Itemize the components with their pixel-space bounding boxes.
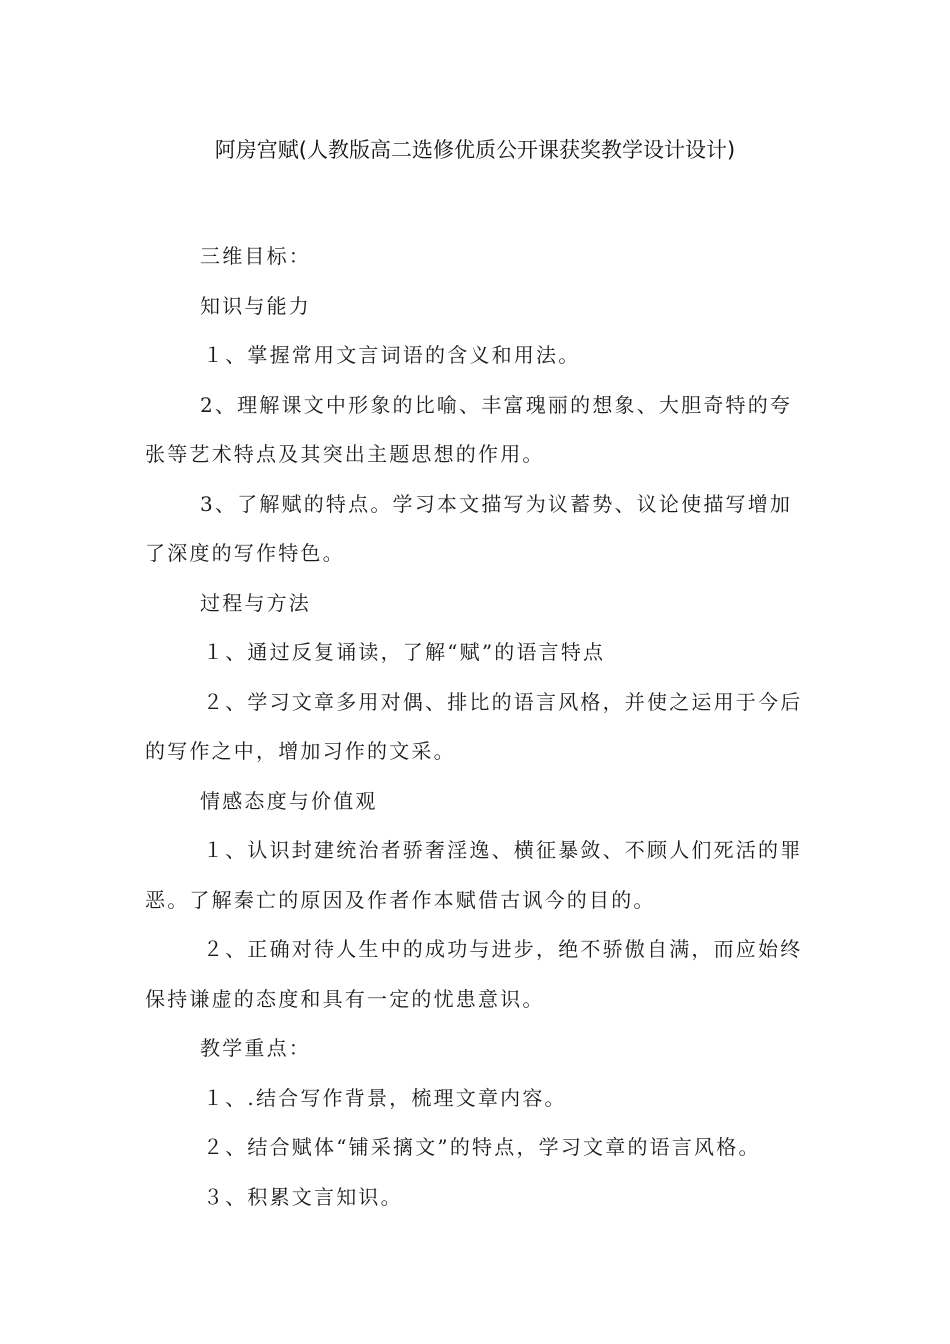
paragraph: ３、积累文言知识。 (203, 1184, 403, 1209)
paragraph: １、通过反复诵读，了解“赋”的语言特点 (203, 640, 606, 664)
section-heading-values: 情感态度与价值观 (200, 788, 378, 813)
paragraph: ２、正确对待人生中的成功与进步，绝不骄傲自满，而应始终保持谦虚的态度和具有一定的忧患意识。 (145, 937, 803, 1011)
paragraph: 3、了解赋的特点。学习本文描写为议蓄势、议论使描写增加了深度的写作特色。 (145, 491, 793, 565)
paragraph: 2、理解课文中形象的比喻、丰富瑰丽的想象、大胆奇特的夸张等艺术特点及其突出主题思想的作用。 (145, 392, 793, 466)
section-heading-process: 过程与方法 (200, 590, 311, 615)
paragraph: １、掌握常用文言词语的含义和用法。 (203, 343, 581, 367)
paragraph: ２、结合赋体“铺采摛文”的特点，学习文章的语言风格。 (203, 1135, 761, 1159)
paragraph: ２、学习文章多用对偶、排比的语言风格，并使之运用于今后的写作之中，增加习作的文采。 (145, 689, 803, 763)
section-heading-objectives: 三维目标： (200, 244, 311, 268)
document-body (145, 232, 810, 1222)
paragraph: １、.结合写作背景，梳理文章内容。 (203, 1085, 567, 1110)
paragraph: １、认识封建统治者骄奢淫逸、横征暴敛、不顾人们死活的罪恶。了解秦亡的原因及作者作本赋借古讽今的目的。 (145, 838, 803, 912)
section-heading-key-points: 教学重点： (200, 1036, 311, 1060)
document-title: 阿房宫赋(人教版高二选修优质公开课获奖教学设计设计) (214, 138, 736, 162)
section-heading-knowledge: 知识与能力 (200, 293, 311, 318)
